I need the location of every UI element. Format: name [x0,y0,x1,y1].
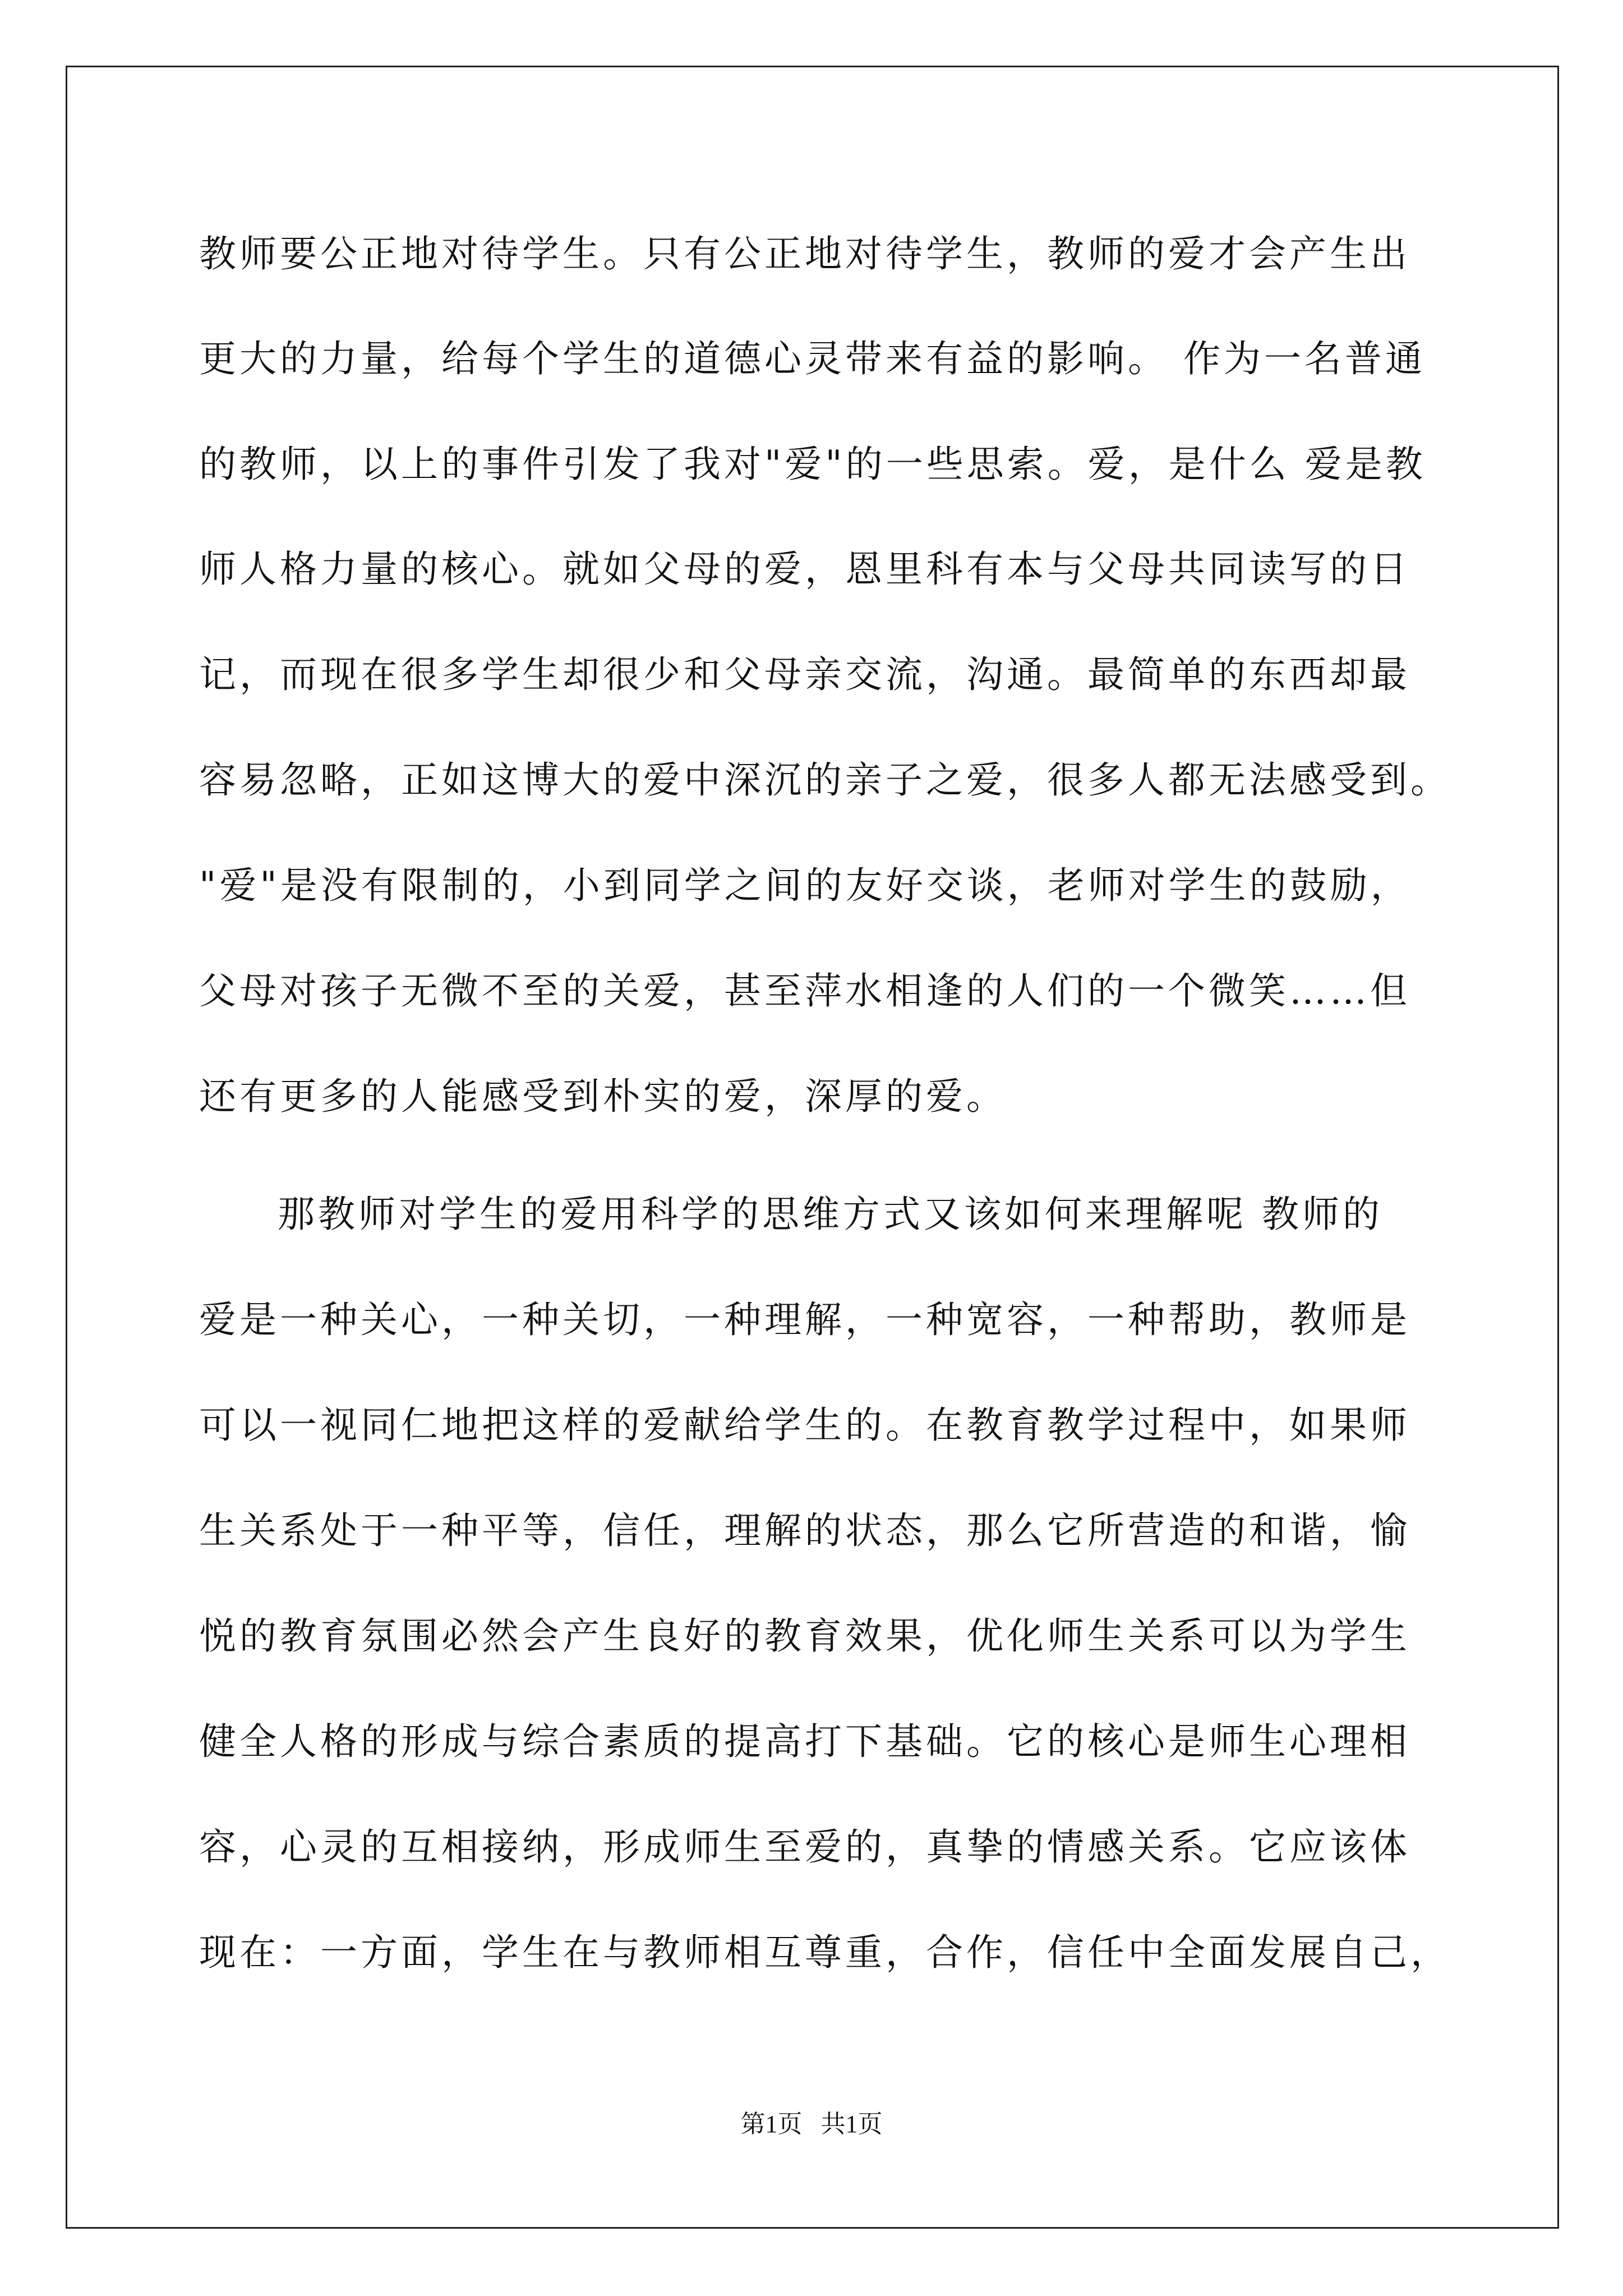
text-line: 可以一视同仁地把这样的爱献给学生的。在教育教学过程中，如果师 [199,1404,1410,1447]
text-line: 健全人格的形成与综合素质的提高打下基础。它的核心是师生心理相 [199,1720,1410,1763]
text-line: 爱是一种关心，一种关切，一种理解，一种宽容，一种帮助，教师是 [199,1298,1410,1341]
text-line: 师人格力量的核心。就如父母的爱，恩里科有本与父母共同读写的日 [199,547,1410,591]
text-line: 的教师，以上的事件引发了我对"爱"的一些思索。爱，是什么 爱是教 [199,443,1426,486]
text-line: 记，而现在很多学生却很少和父母亲交流，沟通。最简单的东西却最 [199,653,1410,696]
text-line: "爱"是没有限制的，小到同学之间的友好交谈，老师对学生的鼓励， [199,864,1411,907]
text-line: 还有更多的人能感受到朴实的爱，深厚的爱。 [199,1075,1007,1118]
text-line: 容，心灵的互相接纳，形成师生至爱的，真挚的情感关系。它应该体 [199,1825,1410,1869]
text-line: 教师要公正地对待学生。只有公正地对待学生，教师的爱才会产生出 [199,232,1410,275]
page-border [66,66,1559,2229]
text-line: 容易忽略，正如这博大的爱中深沉的亲子之爱，很多人都无法感受到。 [199,758,1451,802]
paragraph-first-line: 那教师对学生的爱用科学的思维方式又该如何来理解呢 教师的 [278,1193,1383,1236]
page-number-footer: 第1页 共1页 [740,2110,883,2138]
text-line: 现在：一方面，学生在与教师相互尊重，合作，信任中全面发展自己， [199,1931,1451,1974]
text-line: 生关系处于一种平等，信任，理解的状态，那么它所营造的和谐，愉 [199,1509,1410,1552]
text-line: 更大的力量，给每个学生的道德心灵带来有益的影响。 作为一名普通 [199,337,1426,380]
text-line: 悦的教育氛围必然会产生良好的教育效果，优化师生关系可以为学生 [199,1614,1410,1658]
text-line: 父母对孩子无微不至的关爱，甚至萍水相逢的人们的一个微笑……但 [199,969,1410,1013]
